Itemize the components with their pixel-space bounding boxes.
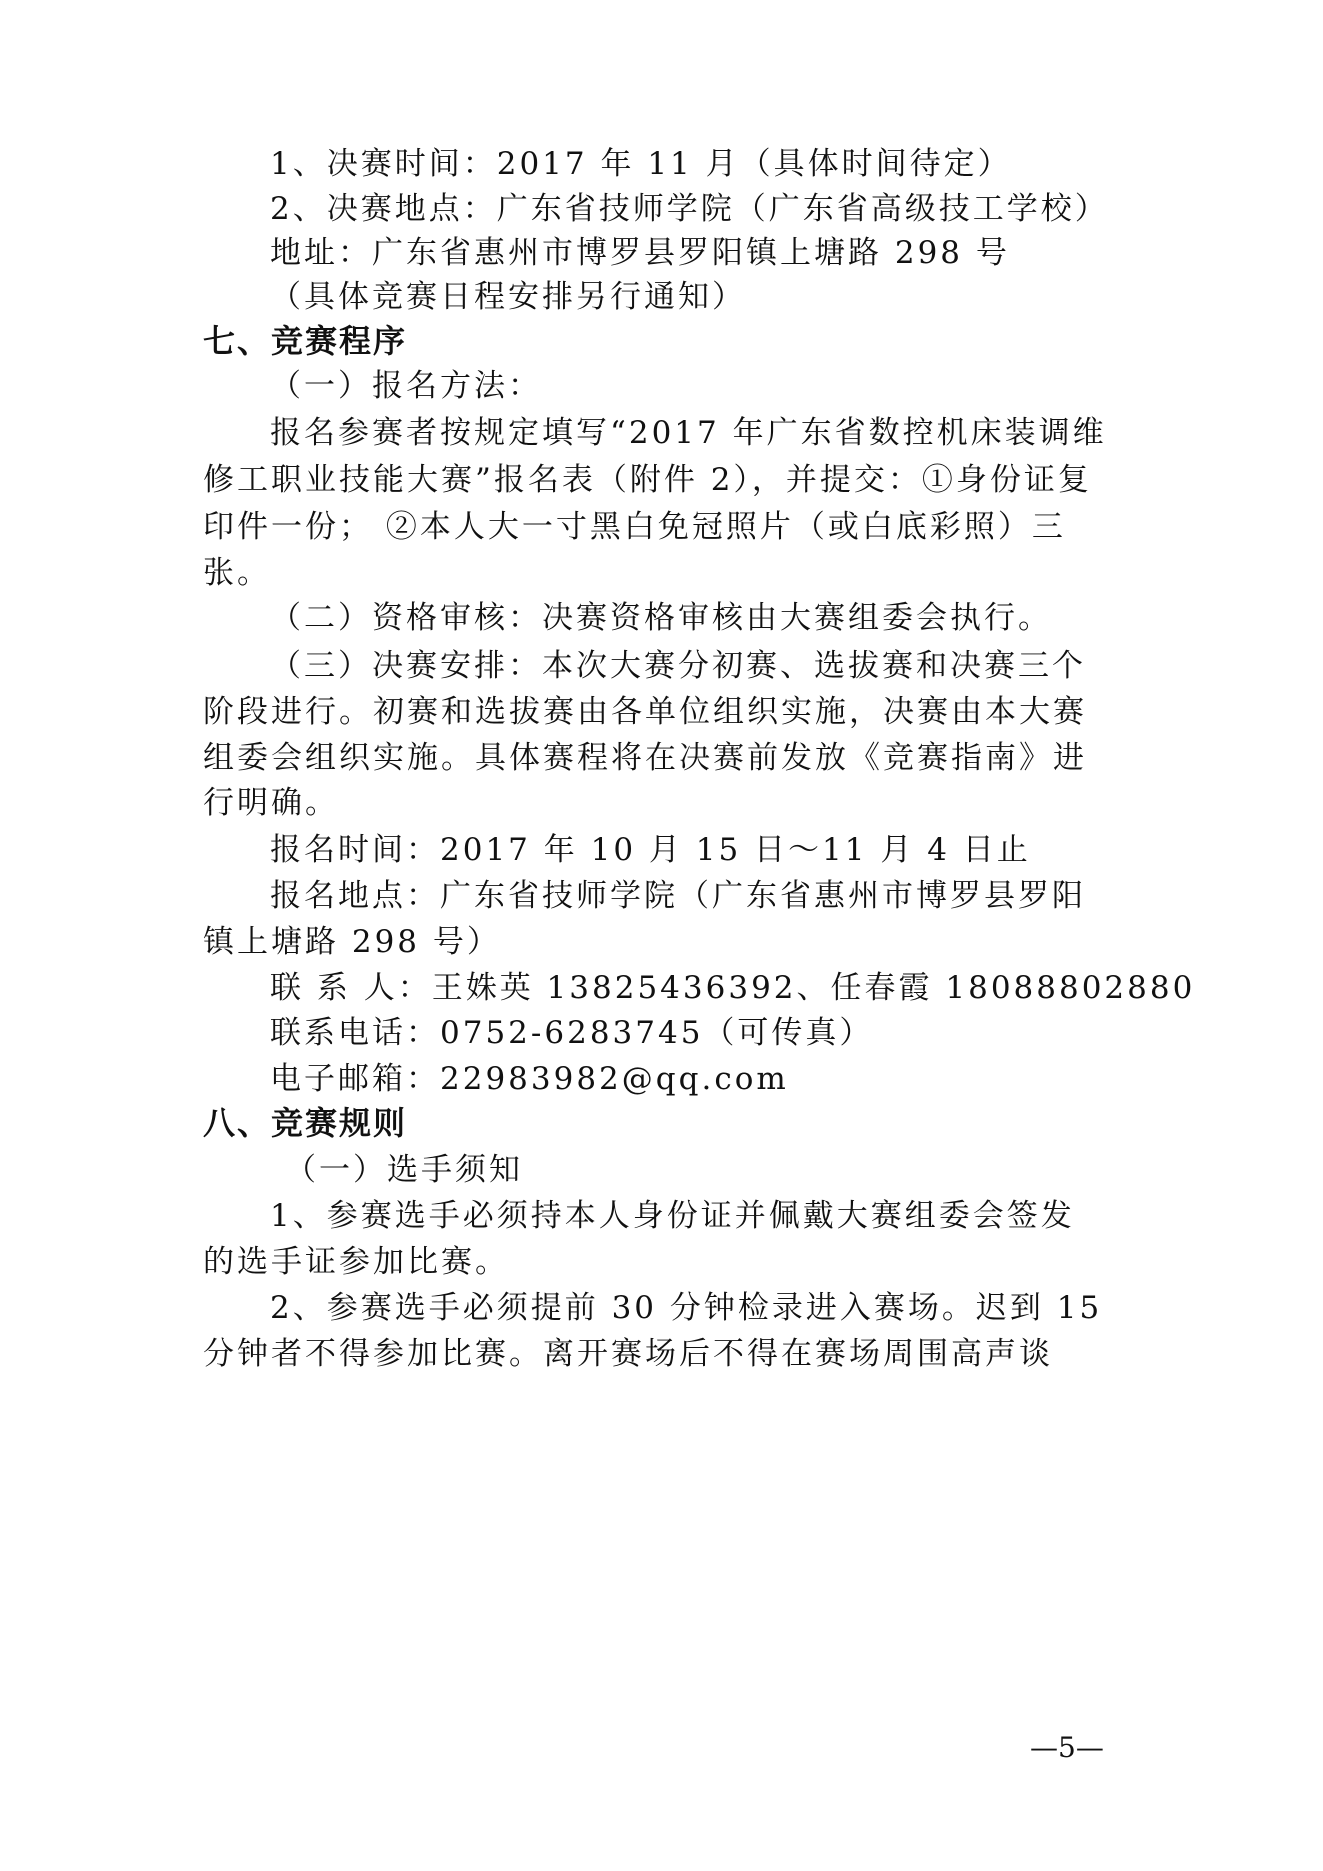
registration-venue-line: 报名地点：广东省技师学院（广东省惠州市博罗县罗阳 <box>270 878 1086 914</box>
paragraph-line: 修工职业技能大赛”报名表（附件 2），并提交：①身份证复 <box>203 462 1092 498</box>
qualification-review-line: （二）资格审核：决赛资格审核由大赛组委会执行。 <box>270 600 1052 636</box>
final-time-line: 1、决赛时间：2017 年 11 月（具体时间待定） <box>270 146 1012 182</box>
paragraph-line: 2、参赛选手必须提前 30 分钟检录进入赛场。迟到 15 <box>270 1290 1103 1326</box>
registration-venue-line-cont: 镇上塘路 298 号） <box>203 924 501 960</box>
subheading-registration-method: （一）报名方法： <box>270 368 542 404</box>
page-number: —5— <box>1030 1731 1104 1764</box>
email-line: 电子邮箱：22983982@qq.com <box>270 1061 789 1097</box>
paragraph-line: （三）决赛安排：本次大赛分初赛、选拔赛和决赛三个 <box>270 648 1086 684</box>
paragraph-line: 分钟者不得参加比赛。离开赛场后不得在赛场周围高声谈 <box>203 1336 1053 1372</box>
subheading-contestant-notice: （一）选手须知 <box>285 1152 523 1188</box>
section-heading-competition-rules: 八、竞赛规则 <box>203 1104 408 1142</box>
contact-person-line: 联 系 人：王姝英 13825436392、任春霞 18088802880 <box>270 970 1196 1006</box>
paragraph-line: 组委会组织实施。具体赛程将在决赛前发放《竞赛指南》进 <box>203 740 1087 776</box>
paragraph-line: 报名参赛者按规定填写“2017 年广东省数控机床装调维 <box>270 415 1107 451</box>
contact-phone-line: 联系电话：0752-6283745（可传真） <box>270 1015 874 1051</box>
schedule-notice-line: （具体竞赛日程安排另行通知） <box>270 279 746 315</box>
address-line: 地址：广东省惠州市博罗县罗阳镇上塘路 298 号 <box>270 235 1010 271</box>
final-venue-line: 2、决赛地点：广东省技师学院（广东省高级技工学校） <box>270 191 1109 227</box>
registration-time-line: 报名时间：2017 年 10 月 15 日～11 月 4 日止 <box>270 832 1031 868</box>
paragraph-line: 的选手证参加比赛。 <box>203 1244 509 1280</box>
paragraph-line: 1、参赛选手必须持本人身份证并佩戴大赛组委会签发 <box>270 1198 1075 1234</box>
paragraph-line: 印件一份； ②本人大一寸黑白免冠照片（或白底彩照）三 <box>203 509 1066 545</box>
paragraph-line: 行明确。 <box>203 785 339 821</box>
section-heading-competition-procedure: 七、竞赛程序 <box>203 322 408 360</box>
paragraph-line: 张。 <box>203 555 271 591</box>
paragraph-line: 阶段进行。初赛和选拔赛由各单位组织实施，决赛由本大赛 <box>203 694 1087 730</box>
